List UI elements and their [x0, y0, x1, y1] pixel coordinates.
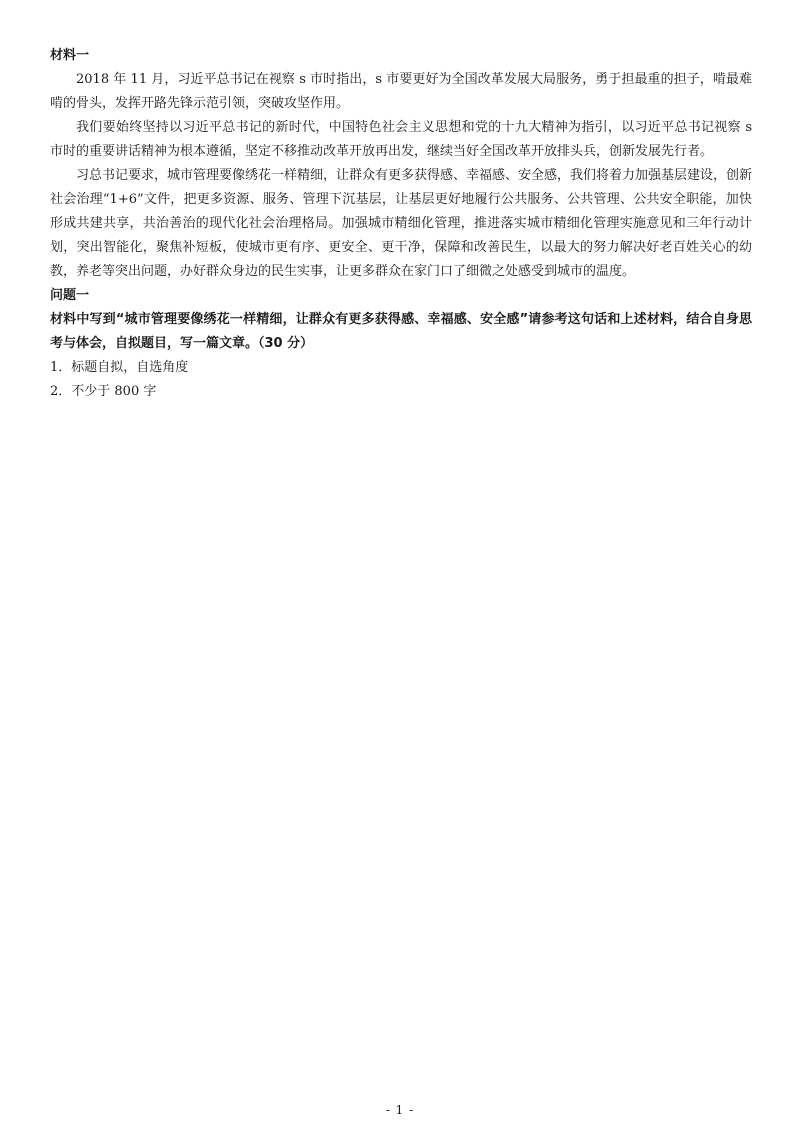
- material-paragraph-1: 2018 年 11 月，习近平总书记在视察 s 市时指出，s 市要更好为全国改革发展大局服务，勇于担最重的担子，啃最难啃的骨头，发挥开路先锋示范引领，突破攻坚作用。: [50, 72, 752, 111]
- question-heading: 问题一: [50, 288, 90, 303]
- page-number: - 1 -: [385, 1103, 415, 1117]
- material-paragraph-2: 我们要始终坚持以习近平总书记的新时代，中国特色社会主义思想和党的十九大精神为指引，以习近平总书记视察 s 市时的重要讲话精神为根本遵循，坚定不移推动改革开放再出发，继续当好全国改革开放排头兵，创新发展先行者。: [50, 120, 752, 159]
- requirement-2: 2．不少于 800 字: [50, 384, 157, 399]
- document-page: [50, 44, 752, 404]
- requirement-1: 1．标题自拟，自选角度: [50, 360, 189, 375]
- material-heading: 材料一: [50, 48, 90, 63]
- material-paragraph-3: 习总书记要求，城市管理要像绣花一样精细，让群众有更多获得感、幸福感、安全感，我们将着力加强基层建设，创新社会治理“1+6”文件，把更多资源、服务、管理下沉基层，让基层更好地履行公共服务、公共管理、公共安全职能，加快形成共建共享，共治善治的现代化社会治理格局。加强城市精细化管理，推进落实城市精细化管理实施意见和三年行动计划，突出智能化，聚焦补短板，使城市更有序、更安全、更干净，保障和改善民生，以最大的努力解决好老百姓关心的幼教，养老等突出问题，办好群众身边的民生实事，让更多群众在家门口了细微之处感受到城市的温度。: [50, 168, 753, 279]
- question-prompt: 材料中写到“城市管理要像绣花一样精细，让群众有更多获得感、幸福感、安全感”请参考这句话和上述材料，结合自身思考与体会，自拟题目，写一篇文章。（30 分）: [50, 312, 752, 351]
